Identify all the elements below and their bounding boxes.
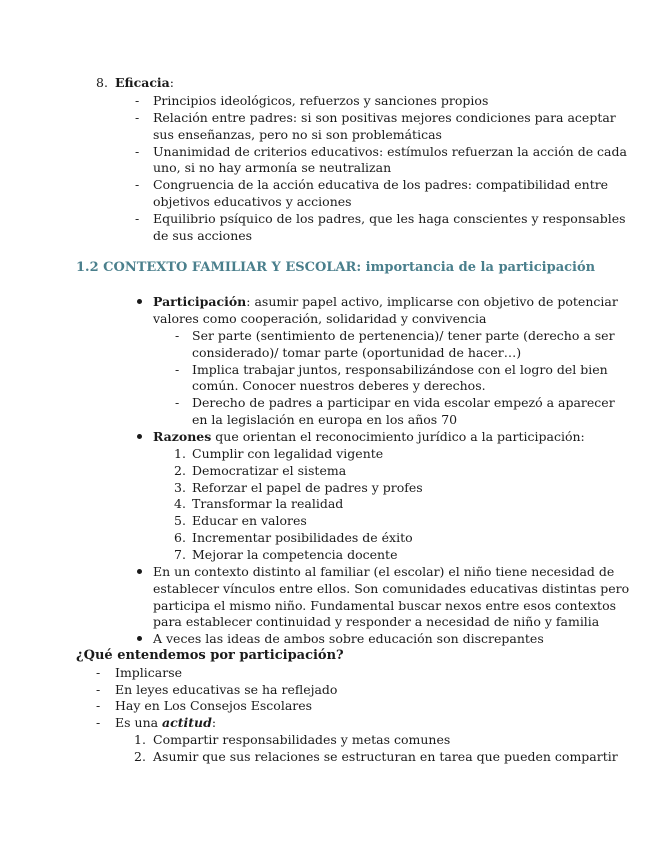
bullet-icon bbox=[137, 636, 142, 641]
list-item: En leyes educativas se ha reflejado bbox=[115, 682, 338, 697]
numbered-item: Reforzar el papel de padres y profes bbox=[192, 480, 423, 495]
sub-list-item: Ser parte (sentimiento de pertenencia)/ tener parte (derecho a ser bbox=[192, 328, 615, 343]
list-item: Unanimidad de criterios educativos: estímulos refuerzan la acción de cada bbox=[153, 144, 627, 159]
sub-list-item-cont: común. Conocer nuestros deberes y derechos. bbox=[192, 378, 486, 393]
bullet-icon bbox=[137, 434, 142, 439]
contexto-line: En un contexto distinto al familiar (el escolar) el niño tiene necesidad de bbox=[153, 564, 615, 579]
contexto-line: para establecer continuidad y responder a necesidad de niño y familia bbox=[153, 614, 600, 629]
list-item: Hay en Los Consejos Escolares bbox=[115, 698, 313, 713]
participacion-line-2: valores como cooperación, solidaridad y convivencia bbox=[153, 311, 487, 326]
list-item-cont: de sus acciones bbox=[153, 228, 253, 243]
section-8-title: Eficacia: bbox=[115, 75, 175, 90]
numbered-item: Educar en valores bbox=[192, 513, 307, 528]
bullet-icon bbox=[137, 569, 142, 574]
section-8-number: 8. bbox=[96, 75, 108, 90]
question-heading: ¿Qué entendemos por participación? bbox=[76, 648, 344, 663]
numbered-item: Incrementar posibilidades de éxito bbox=[192, 530, 413, 545]
numbered-item: Mejorar la competencia docente bbox=[192, 547, 398, 562]
ideas-line: A veces las ideas de ambos sobre educación son discrepantes bbox=[153, 631, 544, 646]
bullet-icon bbox=[137, 299, 142, 304]
participacion-line: Participación: asumir papel activo, implicarse con objetivo de potenciar bbox=[153, 294, 618, 309]
list-item: Implicarse bbox=[115, 665, 183, 680]
list-item: Equilibrio psíquico de los padres, que les haga conscientes y responsables bbox=[153, 211, 626, 226]
numbered-item: Democratizar el sistema bbox=[192, 463, 347, 478]
contexto-line: participa el mismo niño. Fundamental buscar nexos entre esos contextos bbox=[153, 598, 617, 613]
sub-list-item-cont: en la legislación en europa en los años 70 bbox=[192, 412, 458, 427]
actitud-line: Es una actitud: bbox=[115, 715, 217, 730]
sub-list-item: Derecho de padres a participar en vida escolar empezó a aparecer bbox=[192, 395, 615, 410]
sub-list-item: Implica trabajar juntos, responsabilizándose con el logro del bien bbox=[192, 362, 608, 377]
numbered-item: Cumplir con legalidad vigente bbox=[192, 446, 384, 461]
list-item: Relación entre padres: si son positivas mejores condiciones para aceptar bbox=[153, 110, 616, 125]
list-item: Principios ideológicos, refuerzos y sanciones propios bbox=[153, 93, 489, 108]
numbered-item: Compartir responsabilidades y metas comunes bbox=[153, 732, 451, 747]
sub-list-item-cont: considerado)/ tomar parte (oportunidad de hacer…) bbox=[192, 345, 522, 360]
contexto-line: establecer vínculos entre ellos. Son comunidades educativas distintas pero bbox=[153, 581, 630, 596]
razones-line: Razones que orientan el reconocimiento jurídico a la participación: bbox=[153, 429, 585, 444]
list-item-cont: sus enseñanzas, pero no si son problemáticas bbox=[153, 127, 442, 142]
list-item: Congruencia de la acción educativa de los padres: compatibilidad entre bbox=[153, 177, 609, 192]
section-heading: 1.2 CONTEXTO FAMILIAR Y ESCOLAR: importancia de la participación bbox=[76, 260, 596, 275]
list-item-cont: objetivos educativos y acciones bbox=[153, 194, 352, 209]
list-item-cont: uno, si no hay armonía se neutralizan bbox=[153, 160, 392, 175]
numbered-item: Transformar la realidad bbox=[192, 496, 344, 511]
numbered-item: Asumir que sus relaciones se estructuran en tarea que pueden compartir bbox=[153, 749, 618, 764]
